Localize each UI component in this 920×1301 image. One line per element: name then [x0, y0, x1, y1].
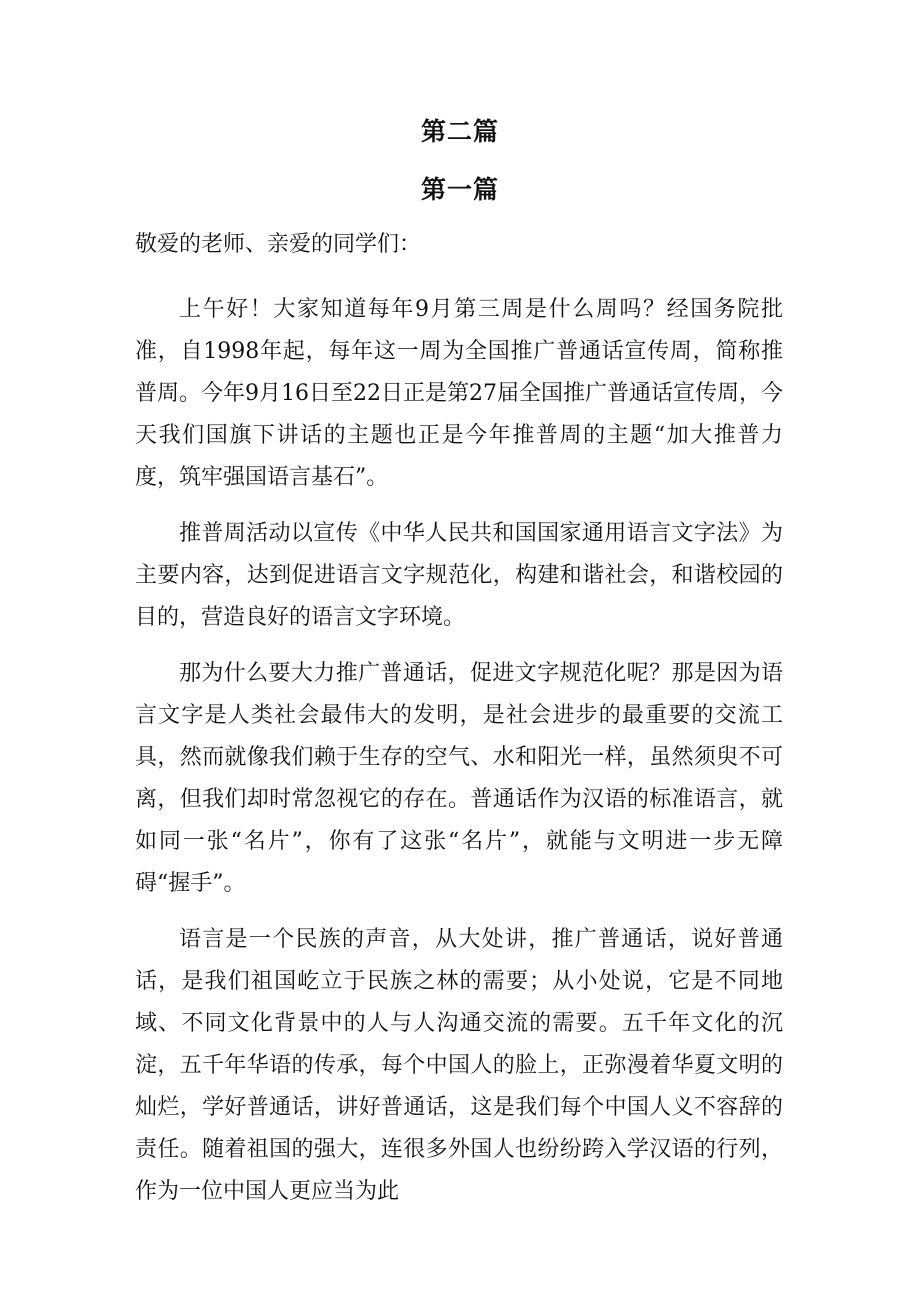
heading-first-part: 第一篇 — [420, 175, 499, 204]
paragraph-activity: 推普周活动以宣传《中华人民共和国国家通用语言文字法》为主要内容，达到促进语言文字规范化，构建和谐社会，和谐校园的目的，营造良好的语言文字环境。 — [135, 521, 783, 630]
paragraph-intro: 上午好！大家知道每年9月第三周是什么周吗？经国务院批准，自1998年起，每年这一周为全国推广普通话宣传周，简称推普周。今年9月16日至22日正是第27届全国推广普通话宣传周，今天我们国旗下讲话的主题也正是今年推普周的主题“加大推普力度，筑牢强国语言基石”。 — [135, 297, 783, 490]
salutation: 敬爱的老师、亲爱的同学们： — [135, 232, 422, 257]
speech-body — [135, 224, 783, 1213]
heading-second-part: 第二篇 — [420, 117, 499, 146]
paragraph-national-voice: 语言是一个民族的声音，从大处讲，推广普通话，说好普通话，是我们祖国屹立于民族之林的需要；从小处说，它是不同地域、不同文化背景中的人与人沟通交流的需要。五千年文化的沉淀，五千年华语的传承，每个中国人的脸上，正弥漫着华夏文明的灿烂，学好普通话，讲好普通话，这是我们每个中国人义不容辞的责任。随着祖国的强大，连很多外国人也纷纷跨入学汉语的行列，作为一位中国人更应当为此 — [135, 927, 783, 1204]
paragraph-why: 那为什么要大力推广普通话，促进文字规范化呢？那是因为语言文字是人类社会最伟大的发明，是社会进步的最重要的交流工具，然而就像我们赖于生存的空气、水和阳光一样，虽然须臾不可离，但我们却时常忽视它的存在。普通话作为汉语的标准语言，就如同一张“名片”，你有了这张“名片”，就能与文明进一步无障碍“握手”。 — [135, 661, 783, 896]
